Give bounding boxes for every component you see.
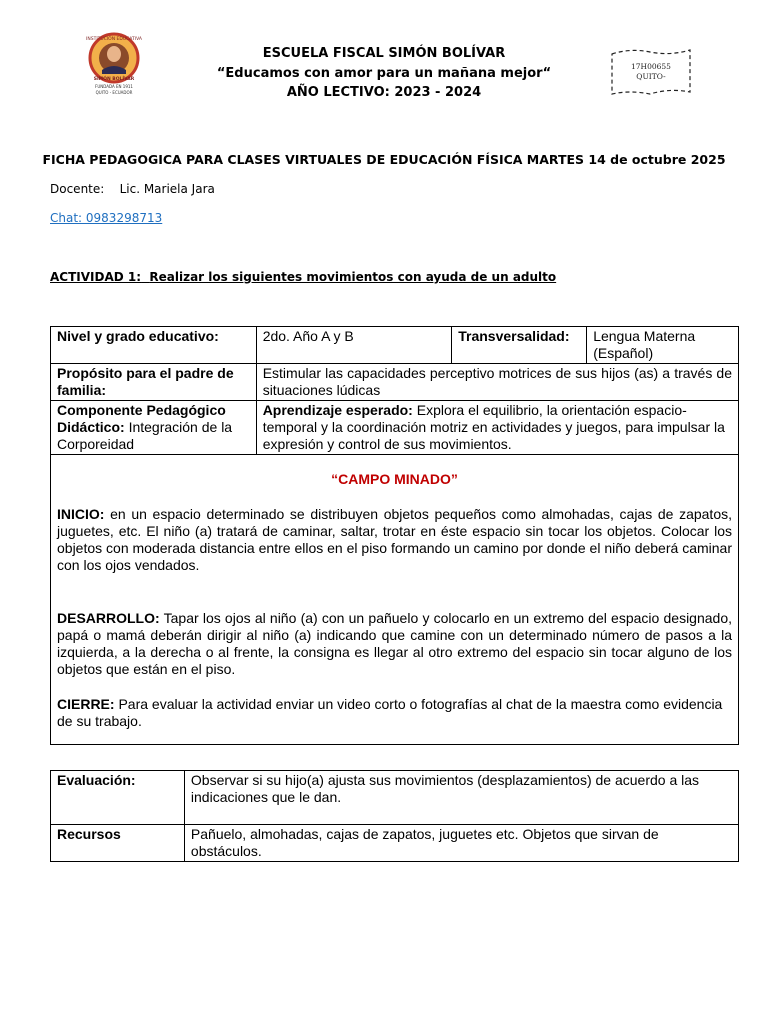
purpose-value: Estimular las capacidades perceptivo motrices de sus hijos (as) a través de situaciones lúdicas [256,364,738,401]
table-row [51,327,739,364]
activity-label: ACTIVIDAD 1: [50,270,142,284]
resources-value: Pañuelo, almohadas, cajas de zapatos, juguetes etc. Objetos que sirvan de obstáculos. [184,825,738,862]
info-table [50,326,739,745]
component-value: Integración de la Corporeidad [57,419,233,452]
logo-city-text: QUITO - ECUADOR [95,90,133,95]
activity-line [50,270,556,284]
stamp-city: QUITO- [636,72,666,81]
teacher-line [50,182,215,196]
purpose-label: Propósito para el padre de familia: [51,364,257,401]
learning-label: Aprendizaje esperado: [262,402,413,418]
document-title: FICHA PEDAGOGICA PARA CLASES VIRTUALES DE EDUCACIÓN FÍSICA MARTES 14 de octubre 2025 [42,152,726,167]
level-label: Nivel y grado educativo: [51,327,257,364]
component-label: Componente Pedagógico Didáctico: [57,402,226,435]
logo-name-text: SIMÓN BOLÍVAR [93,77,135,82]
table-row [51,455,739,745]
evaluation-value: Observar si su hijo(a) ajusta sus movimientos (desplazamientos) de acuerdo a las indicaciones que le dan. [184,771,738,825]
resources-label: Recursos [51,825,185,862]
table-row [51,825,739,862]
component-cell [51,401,257,455]
activity-text: Realizar los siguientes movimientos con ayuda de un adulto [149,270,557,284]
school-name: ESCUELA FISCAL SIMÓN BOLÍVAR [262,46,506,61]
inicio-text: en un espacio determinado se distribuyen objetos pequeños como almohadas, cajas de zapatos, juguetes, etc. El niño (a) tratará de caminar, saltar, trotar en éste espacio sin tocar los objetos. Colocar los objetos con moderada distancia entre ellos en el piso formando un camino por donde el niño deberá caminar con los ojos vendados. [57,506,732,573]
inicio-paragraph [57,506,732,574]
inicio-label: INICIO: [57,506,105,522]
table-row [51,401,739,455]
table-row [51,771,739,825]
teacher-name: Lic. Mariela Jara [119,182,215,196]
desarrollo-label: DESARROLLO: [57,610,160,626]
activity-title: “CAMPO MINADO” [331,471,458,487]
transversal-label: Transversalidad: [452,327,587,364]
learning-value: Explora el equilibrio, la orientación espacio-temporal y la coordinación motriz en actividades y juegos, para impulsar la expresión y control de sus movimientos. [262,402,725,452]
school-motto: “Educamos con amor para un mañana mejor“ [216,66,552,81]
teacher-label: Docente: [50,182,105,196]
cierre-paragraph [57,696,732,730]
cierre-text: Para evaluar la actividad enviar un video corto o fotografías al chat de la maestra como evidencia de su trabajo. [57,696,723,729]
stamp-code: 17H00655 [631,62,671,71]
logo-founded-text: FUNDADA EN 1911 [95,84,133,89]
evaluation-label: Evaluación: [51,771,185,825]
level-value: 2do. Año A y B [256,327,452,364]
transversal-value: Lengua Materna (Español) [587,327,739,364]
evaluation-table [50,770,739,862]
logo-top-text: INSTITUCIÓN EDUCATIVA [86,37,142,42]
learning-cell [256,401,738,455]
cierre-label: CIERRE: [57,696,115,712]
chat-link[interactable]: Chat: 0983298713 [50,211,163,225]
table-row [51,364,739,401]
school-year: AÑO LECTIVO: 2023 - 2024 [286,85,482,100]
desarrollo-text: Tapar los ojos al niño (a) con un pañuelo y colocarlo en un extremo del espacio designado, papá o mamá deberán dirigir al niño (a) indicando que camine con un determinado número de pasos a la izquierda, a la derecha o al frente, la consigna es llegar al otro extremo del espacio sin tocar alguno de los objetos que están en el piso. [57,610,733,677]
activity-description-cell [51,455,739,745]
desarrollo-paragraph [57,610,732,678]
